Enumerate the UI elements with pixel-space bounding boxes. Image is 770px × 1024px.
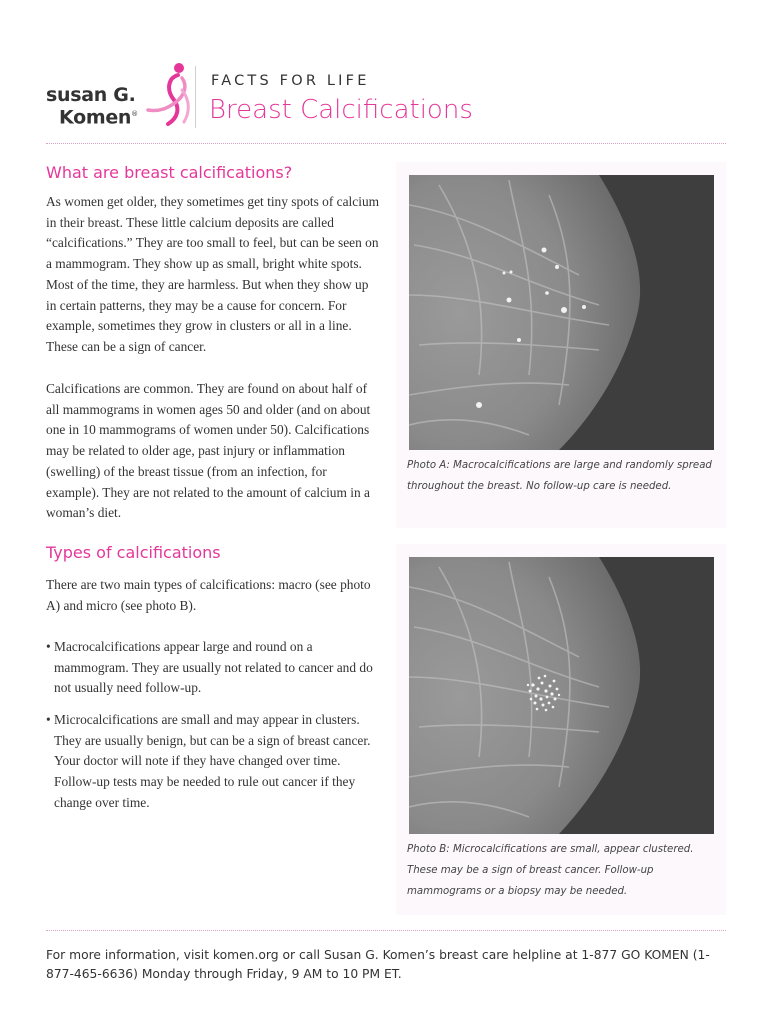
bottom-divider [46, 930, 726, 931]
section-heading-types: Types of calcifications [46, 543, 221, 562]
photo-a-card [396, 162, 726, 528]
photo-b-card [396, 544, 726, 915]
photo-a-caption: Photo A: Macrocalcifications are large and randomly spread throughout the breast. No follow-up care is needed. [407, 460, 712, 492]
photo-b-mammogram [409, 557, 714, 834]
bullet-macro: • Macrocalcifications appear large and round on a mammogram. They are usually not related to cancer and do not usually need follow-up. [46, 639, 373, 696]
section-heading-what-are: What are breast calcifications? [46, 163, 293, 182]
registered-mark: ® [131, 110, 138, 118]
photo-b-caption: Photo B: Microcalcifications are small, appear clustered. These may be a sign of breast cancer. Follow-up mammograms or a biopsy may be needed. [407, 844, 694, 897]
logo-line-1: susan G. [46, 84, 136, 106]
paragraph-intro: As women get older, they sometimes get tiny spots of calcium in their breast. These little calcium deposits are called “calcifications.” They are too small to feel, but can be seen on a mammogram. They show up as small, bright white spots. Most of the time, they are harmless. But when they show up in certain patterns, they may be a cause for concern. For example, sometimes they grow in clusters or all in a line. These can be a sign of cancer. [46, 194, 380, 354]
page-title: Breast Calcifications [209, 95, 473, 125]
bullet-micro: • Microcalcifications are small and may appear in clusters. They are usually benign, but can be a sign of breast cancer. Your doctor will note if they have changed over time. Follow-up tests may be needed to rule out cancer if they change over time. [46, 712, 371, 810]
logo-line-2: Komen [59, 106, 132, 129]
header-eyebrow: FACTS FOR LIFE [211, 73, 370, 89]
paragraph-types-intro: There are two main types of calcifications: macro (see photo A) and micro (see photo B). [46, 577, 371, 613]
header-divider [195, 66, 196, 128]
pink-ribbon-icon [138, 60, 202, 126]
top-divider [46, 143, 726, 144]
komen-logo [46, 60, 196, 130]
photo-a-mammogram [409, 175, 714, 450]
footer-contact: For more information, visit komen.org or call Susan G. Komen’s breast care helpline at 1-877 GO KOMEN (1-877-465-6636) Monday through Friday, 9 AM to 10 PM ET. [46, 948, 710, 981]
logo-wordmark [46, 86, 138, 127]
paragraph-common: Calcifications are common. They are found on about half of all mammograms in women ages 50 and older (and on about one in 10 mammograms of women under 50). Calcifications may be related to older age, past injury or inflammation (swelling) of the breast tissue (from an infection, for example). They are not related to the amount of calcium in a woman’s diet. [46, 381, 371, 521]
